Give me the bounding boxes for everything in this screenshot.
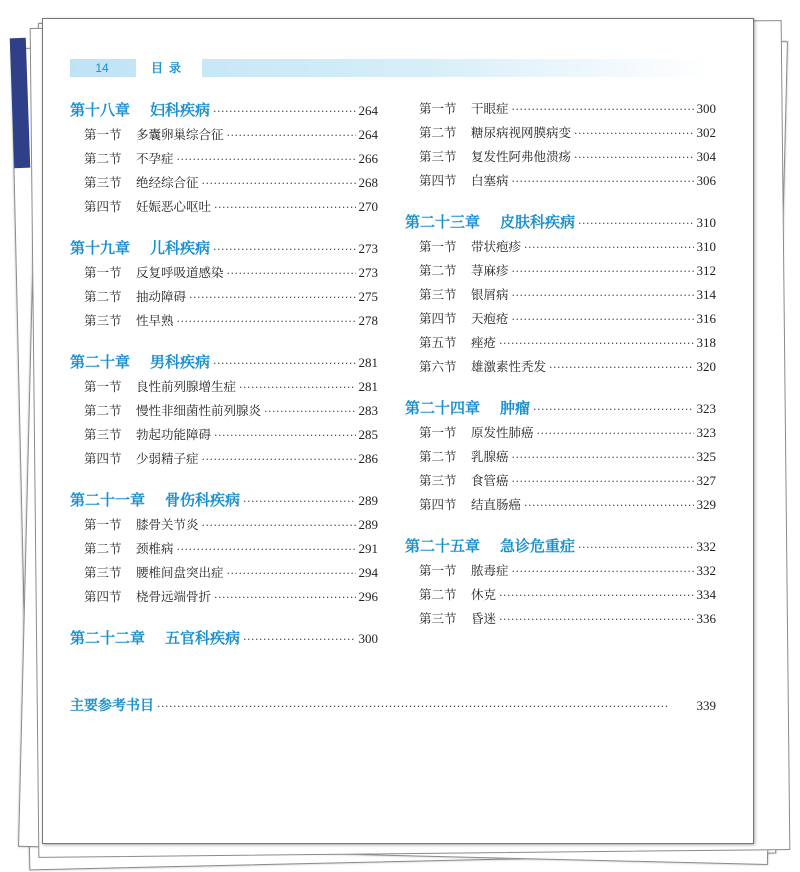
section-entry[interactable] xyxy=(70,309,378,333)
section-number: 第五节 xyxy=(419,335,457,350)
section-entry[interactable] xyxy=(70,447,378,471)
leader-dots xyxy=(157,694,694,720)
leader-dots xyxy=(499,332,693,356)
leader-dots xyxy=(202,514,356,538)
section-entry[interactable] xyxy=(405,583,716,607)
section-entry[interactable] xyxy=(405,121,716,145)
section-number: 第一节 xyxy=(84,517,122,532)
section-title: 雄激素性秃发 xyxy=(471,359,547,374)
section-number: 第二节 xyxy=(419,449,457,464)
leader-dots xyxy=(227,124,356,148)
section-page: 306 xyxy=(696,173,716,188)
chapter-page: 310 xyxy=(696,215,716,230)
section-title: 结直肠癌 xyxy=(471,497,522,512)
chapter-title: 皮肤科疾病 xyxy=(500,213,576,231)
section-title: 绝经综合征 xyxy=(136,175,199,190)
section-page: 310 xyxy=(696,239,716,254)
section-number: 第二节 xyxy=(84,151,122,166)
section-page: 312 xyxy=(696,263,716,278)
section-title: 妊娠恶心呕吐 xyxy=(136,199,212,214)
leader-dots xyxy=(227,262,356,286)
section-page: 286 xyxy=(358,451,378,466)
section-page: 314 xyxy=(696,287,716,302)
section-entry[interactable] xyxy=(405,259,716,283)
section-page: 268 xyxy=(358,175,378,190)
section-title: 带状疱疹 xyxy=(471,239,522,254)
section-title: 颈椎病 xyxy=(136,541,174,556)
section-page: 327 xyxy=(696,473,716,488)
chapter-block xyxy=(405,97,716,193)
section-page: 320 xyxy=(696,359,716,374)
leader-dots xyxy=(214,586,355,610)
leader-dots xyxy=(574,122,693,146)
leader-dots xyxy=(213,237,355,263)
section-title: 银屑病 xyxy=(471,287,509,302)
chapter-entry[interactable] xyxy=(405,209,716,235)
section-number: 第一节 xyxy=(84,379,122,394)
section-entry[interactable] xyxy=(405,469,716,493)
leader-dots xyxy=(202,172,356,196)
toc-page xyxy=(42,18,754,844)
section-page: 289 xyxy=(358,517,378,532)
section-page: 264 xyxy=(358,127,378,142)
chapter-block xyxy=(70,487,378,609)
section-number: 第三节 xyxy=(84,313,122,328)
leader-dots xyxy=(512,308,694,332)
leader-dots xyxy=(578,211,693,237)
chapter-entry[interactable] xyxy=(405,395,716,421)
chapter-block xyxy=(405,209,716,379)
section-title: 昏迷 xyxy=(471,611,497,626)
section-page: 294 xyxy=(358,565,378,580)
section-number: 第一节 xyxy=(419,239,457,254)
section-page: 300 xyxy=(696,101,716,116)
section-entry[interactable] xyxy=(70,285,378,309)
section-entry[interactable] xyxy=(405,235,716,259)
section-page: 270 xyxy=(358,199,378,214)
leader-dots xyxy=(512,98,694,122)
leader-dots xyxy=(574,146,693,170)
section-entry[interactable] xyxy=(70,171,378,195)
leader-dots xyxy=(524,494,693,518)
chapter-page: 289 xyxy=(358,493,378,508)
chapter-block xyxy=(70,349,378,471)
section-number: 第四节 xyxy=(419,497,457,512)
section-entry[interactable] xyxy=(405,421,716,445)
leader-dots xyxy=(189,286,355,310)
leader-dots xyxy=(512,170,694,194)
section-title: 天疱疮 xyxy=(471,311,509,326)
leader-dots xyxy=(239,376,355,400)
chapter-block xyxy=(70,625,378,651)
chapter-entry[interactable] xyxy=(70,235,378,261)
chapter-title: 五官科疾病 xyxy=(165,629,241,647)
leader-dots xyxy=(512,260,694,284)
section-number: 第四节 xyxy=(84,199,122,214)
section-page: 281 xyxy=(358,379,378,394)
leader-dots xyxy=(243,489,355,515)
page-title: 目录 xyxy=(136,59,202,77)
chapter-block xyxy=(70,235,378,333)
section-entry[interactable] xyxy=(405,169,716,193)
section-title: 慢性非细菌性前列腺炎 xyxy=(136,403,262,418)
section-title: 乳腺癌 xyxy=(471,449,509,464)
section-title: 复发性阿弗他溃疡 xyxy=(471,149,572,164)
section-title: 腰椎间盘突出症 xyxy=(136,565,224,580)
chapter-number: 第二十四章 xyxy=(405,399,481,417)
leader-dots xyxy=(578,535,693,561)
leader-dots xyxy=(202,448,356,472)
section-page: 304 xyxy=(696,149,716,164)
leader-dots xyxy=(213,351,355,377)
section-number: 第三节 xyxy=(84,565,122,580)
leader-dots xyxy=(512,284,694,308)
leader-dots xyxy=(214,424,355,448)
section-title: 食管癌 xyxy=(471,473,509,488)
section-entry[interactable] xyxy=(405,331,716,355)
section-number: 第三节 xyxy=(419,611,457,626)
section-page: 329 xyxy=(696,497,716,512)
chapter-entry[interactable] xyxy=(70,487,378,513)
section-number: 第三节 xyxy=(84,427,122,442)
section-title: 不孕症 xyxy=(136,151,174,166)
section-page: 275 xyxy=(358,289,378,304)
section-page: 285 xyxy=(358,427,378,442)
leader-dots xyxy=(243,627,355,653)
chapter-page: 281 xyxy=(358,355,378,370)
leader-dots xyxy=(177,310,356,334)
leader-dots xyxy=(177,538,356,562)
chapter-title: 肿瘤 xyxy=(500,399,531,417)
references-title: 主要参考书目 xyxy=(70,698,154,714)
chapter-number: 第二十章 xyxy=(70,353,131,371)
chapter-number: 第二十三章 xyxy=(405,213,481,231)
leader-dots xyxy=(214,196,355,220)
toc-right-column xyxy=(405,97,716,647)
section-entry[interactable] xyxy=(70,261,378,285)
section-number: 第二节 xyxy=(419,263,457,278)
chapter-page: 323 xyxy=(696,401,716,416)
section-number: 第四节 xyxy=(84,589,122,604)
section-page: 302 xyxy=(696,125,716,140)
chapter-page: 264 xyxy=(358,103,378,118)
section-title: 糖尿病视网膜病变 xyxy=(471,125,572,140)
leader-dots xyxy=(213,99,355,125)
chapter-page: 273 xyxy=(358,241,378,256)
section-page: 291 xyxy=(358,541,378,556)
section-entry[interactable] xyxy=(70,147,378,171)
leader-dots xyxy=(512,470,694,494)
chapter-number: 第十九章 xyxy=(70,239,131,257)
section-title: 膝骨关节炎 xyxy=(136,517,199,532)
chapter-title: 急诊危重症 xyxy=(500,537,576,555)
chapter-number: 第二十五章 xyxy=(405,537,481,555)
section-page: 273 xyxy=(358,265,378,280)
section-entry[interactable] xyxy=(70,537,378,561)
leader-dots xyxy=(533,397,693,423)
section-entry[interactable] xyxy=(405,445,716,469)
chapter-title: 妇科疾病 xyxy=(150,101,211,119)
leader-dots xyxy=(499,608,693,632)
leader-dots xyxy=(227,562,356,586)
section-page: 283 xyxy=(358,403,378,418)
section-entry[interactable] xyxy=(70,423,378,447)
section-title: 反复呼吸道感染 xyxy=(136,265,224,280)
section-number: 第六节 xyxy=(419,359,457,374)
section-number: 第三节 xyxy=(84,175,122,190)
section-title: 桡骨远端骨折 xyxy=(136,589,212,604)
section-number: 第四节 xyxy=(419,311,457,326)
leader-dots xyxy=(549,356,693,380)
section-number: 第三节 xyxy=(419,149,457,164)
section-entry[interactable] xyxy=(405,97,716,121)
section-number: 第二节 xyxy=(84,541,122,556)
section-title: 原发性肺癌 xyxy=(471,425,534,440)
section-number: 第一节 xyxy=(84,265,122,280)
section-title: 休克 xyxy=(471,587,497,602)
section-entry[interactable] xyxy=(70,399,378,423)
section-page: 332 xyxy=(696,563,716,578)
leader-dots xyxy=(512,446,694,470)
section-page: 336 xyxy=(696,611,716,626)
chapter-entry[interactable] xyxy=(70,349,378,375)
leader-dots xyxy=(264,400,355,424)
section-title: 白塞病 xyxy=(471,173,509,188)
leader-dots xyxy=(512,560,694,584)
chapter-entry[interactable] xyxy=(405,533,716,559)
chapter-page: 300 xyxy=(358,631,378,646)
section-entry[interactable] xyxy=(70,513,378,537)
references-page: 339 xyxy=(696,698,716,713)
chapter-title: 骨伤科疾病 xyxy=(165,491,241,509)
section-entry[interactable] xyxy=(70,585,378,609)
chapter-entry[interactable] xyxy=(70,625,378,651)
section-title: 抽动障碍 xyxy=(136,289,187,304)
section-title: 性早熟 xyxy=(136,313,174,328)
section-entry[interactable] xyxy=(405,493,716,517)
section-page: 296 xyxy=(358,589,378,604)
section-number: 第四节 xyxy=(84,451,122,466)
chapter-title: 儿科疾病 xyxy=(150,239,211,257)
section-number: 第三节 xyxy=(419,287,457,302)
section-number: 第二节 xyxy=(84,403,122,418)
leader-dots xyxy=(177,148,356,172)
section-page: 325 xyxy=(696,449,716,464)
chapter-title: 男科疾病 xyxy=(150,353,211,371)
section-entry[interactable] xyxy=(405,307,716,331)
section-number: 第二节 xyxy=(84,289,122,304)
section-page: 316 xyxy=(696,311,716,326)
section-entry[interactable] xyxy=(70,123,378,147)
section-page: 323 xyxy=(696,425,716,440)
section-entry[interactable] xyxy=(70,195,378,219)
section-title: 多囊卵巢综合征 xyxy=(136,127,224,142)
section-number: 第四节 xyxy=(419,173,457,188)
chapter-number: 第二十二章 xyxy=(70,629,146,647)
page-number: 14 xyxy=(95,61,109,75)
section-page: 278 xyxy=(358,313,378,328)
leader-dots xyxy=(537,422,694,446)
chapter-number: 第十八章 xyxy=(70,101,131,119)
references-entry[interactable] xyxy=(70,693,716,719)
section-page: 266 xyxy=(358,151,378,166)
section-entry[interactable] xyxy=(70,375,378,399)
section-page: 334 xyxy=(696,587,716,602)
section-title: 脓毒症 xyxy=(471,563,509,578)
section-entry[interactable] xyxy=(70,561,378,585)
section-number: 第一节 xyxy=(84,127,122,142)
leader-dots xyxy=(524,236,693,260)
section-entry[interactable] xyxy=(405,559,716,583)
section-title: 干眼症 xyxy=(471,101,509,116)
chapter-number: 第二十一章 xyxy=(70,491,146,509)
section-number: 第三节 xyxy=(419,473,457,488)
section-entry[interactable] xyxy=(405,607,716,631)
chapter-entry[interactable] xyxy=(70,97,378,123)
chapter-block xyxy=(70,97,378,219)
section-title: 良性前列腺增生症 xyxy=(136,379,237,394)
section-title: 勃起功能障碍 xyxy=(136,427,212,442)
section-entry[interactable] xyxy=(405,145,716,169)
chapter-page: 332 xyxy=(696,539,716,554)
section-number: 第二节 xyxy=(419,125,457,140)
leader-dots xyxy=(499,584,693,608)
section-number: 第一节 xyxy=(419,101,457,116)
section-title: 少弱精子症 xyxy=(136,451,199,466)
section-title: 痤疮 xyxy=(471,335,497,350)
section-entry[interactable] xyxy=(405,283,716,307)
section-number: 第一节 xyxy=(419,563,457,578)
section-number: 第二节 xyxy=(419,587,457,602)
chapter-block xyxy=(405,533,716,631)
chapter-block xyxy=(405,395,716,517)
section-number: 第一节 xyxy=(419,425,457,440)
toc-left-column xyxy=(70,97,378,667)
section-page: 318 xyxy=(696,335,716,350)
section-title: 荨麻疹 xyxy=(471,263,509,278)
section-entry[interactable] xyxy=(405,355,716,379)
